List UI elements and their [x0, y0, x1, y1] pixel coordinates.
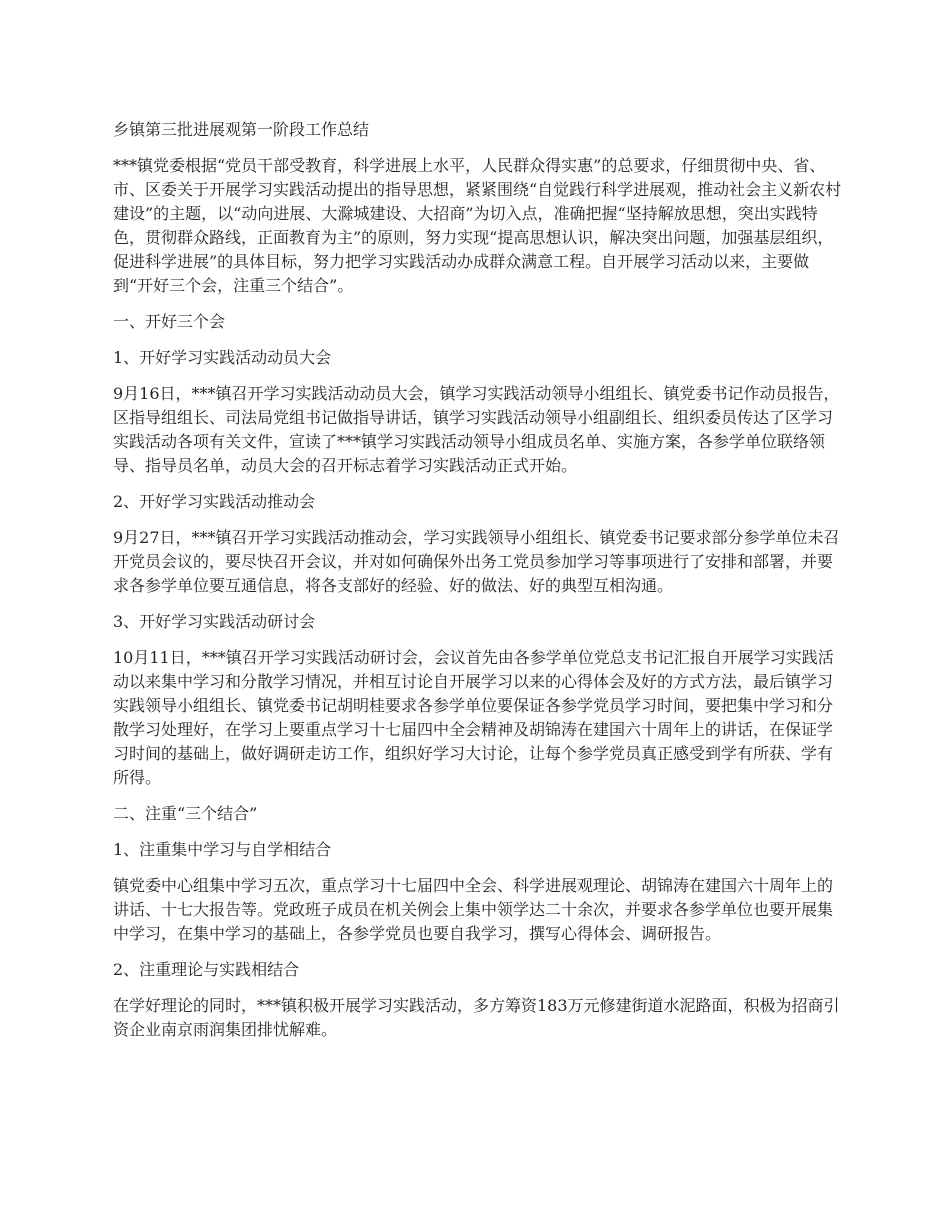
subheading-1-1: 1、开好学习实践活动动员大会 — [113, 348, 332, 367]
document-title: 乡镇第三批进展观第一阶段工作总结 — [113, 120, 370, 139]
section-heading-1: 一、开好三个会 — [113, 312, 226, 331]
document-body — [113, 118, 843, 1054]
paragraph-2-1: 镇党委中心组集中学习五次，重点学习十七届四中全会、科学进展观理论、胡锦涛在建国六十周年上的讲话、十七大报告等。党政班子成员在机关例会上集中领学达二十余次，并要求各参学单位也要开展集中学习，在集中学习的基础上，各参学党员也要自我学习，撰写心得体会、调研报告。 — [113, 876, 834, 943]
paragraph-1-1: 9月16日，***镇召开学习实践活动动员大会，镇学习实践活动领导小组组长、镇党委书记作动员报告，区指导组组长、司法局党组书记做指导讲话，镇学习实践活动领导小组副组长、组织委员传达了区学习实践活动各项有关文件，宣读了***镇学习实践活动领导小组成员名单、实施方案，各参学单位联络领导、指导员名单，动员大会的召开标志着学习实践活动正式开始。 — [113, 384, 840, 475]
subheading-1-2: 2、开好学习实践活动推动会 — [113, 492, 316, 511]
paragraph-2-2: 在学好理论的同时，***镇积极开展学习实践活动，多方筹资183万元修建街道水泥路面，积极为招商引资企业南京雨润集团排忧解难。 — [113, 996, 840, 1039]
subheading-1-3: 3、开好学习实践活动研讨会 — [113, 612, 316, 631]
subheading-2-2: 2、注重理论与实践相结合 — [113, 960, 300, 979]
paragraph-1-2: 9月27日，***镇召开学习实践活动推动会，学习实践领导小组组长、镇党委书记要求部分参学单位未召开党员会议的，要尽快召开会议，并对如何确保外出务工党员参加学习等事项进行了安排和部署，并要求各参学单位要互通信息，将各支部好的经验、好的做法、好的典型互相沟通。 — [113, 528, 840, 595]
paragraph-1-3: 10月11日，***镇召开学习实践活动研讨会，会议首先由各参学单位党总支书记汇报自开展学习实践活动以来集中学习和分散学习情况，并相互讨论自开展学习以来的心得体会及好的方式方法，最后镇学习实践领导小组组长、镇党委书记胡明桂要求各参学单位要保证各参学党员学习时间，要把集中学习和分散学习处理好，在学习上要重点学习十七届四中全会精神及胡锦涛在建国六十周年上的讲话，在保证学习时间的基础上，做好调研走访工作，组织好学习大讨论，让每个参学党员真正感受到学有所获、学有所得。 — [113, 648, 834, 787]
section-heading-2: 二、注重“三个结合” — [113, 804, 258, 823]
paragraph-intro: ***镇党委根据“党员干部受教育，科学进展上水平，人民群众得实惠”的总要求，仔细贯彻中央、省、市、区委关于开展学习实践活动提出的指导思想，紧紧围绕“自觉践行科学进展观，推动社会主义新农村建设”的主题，以“动向进展、大滁城建设、大招商”为切入点，准确把握“坚持解放思想，突出实践特色，贯彻群众路线，正面教育为主”的原则，努力实现“提高思想认识，解决突出问题，加强基层组织，促进科学进展”的具体目标，努力把学习实践活动办成群众满意工程。自开展学习活动以来，主要做到“开好三个会，注重三个结合”。 — [113, 156, 842, 295]
subheading-2-1: 1、注重集中学习与自学相结合 — [113, 840, 332, 859]
